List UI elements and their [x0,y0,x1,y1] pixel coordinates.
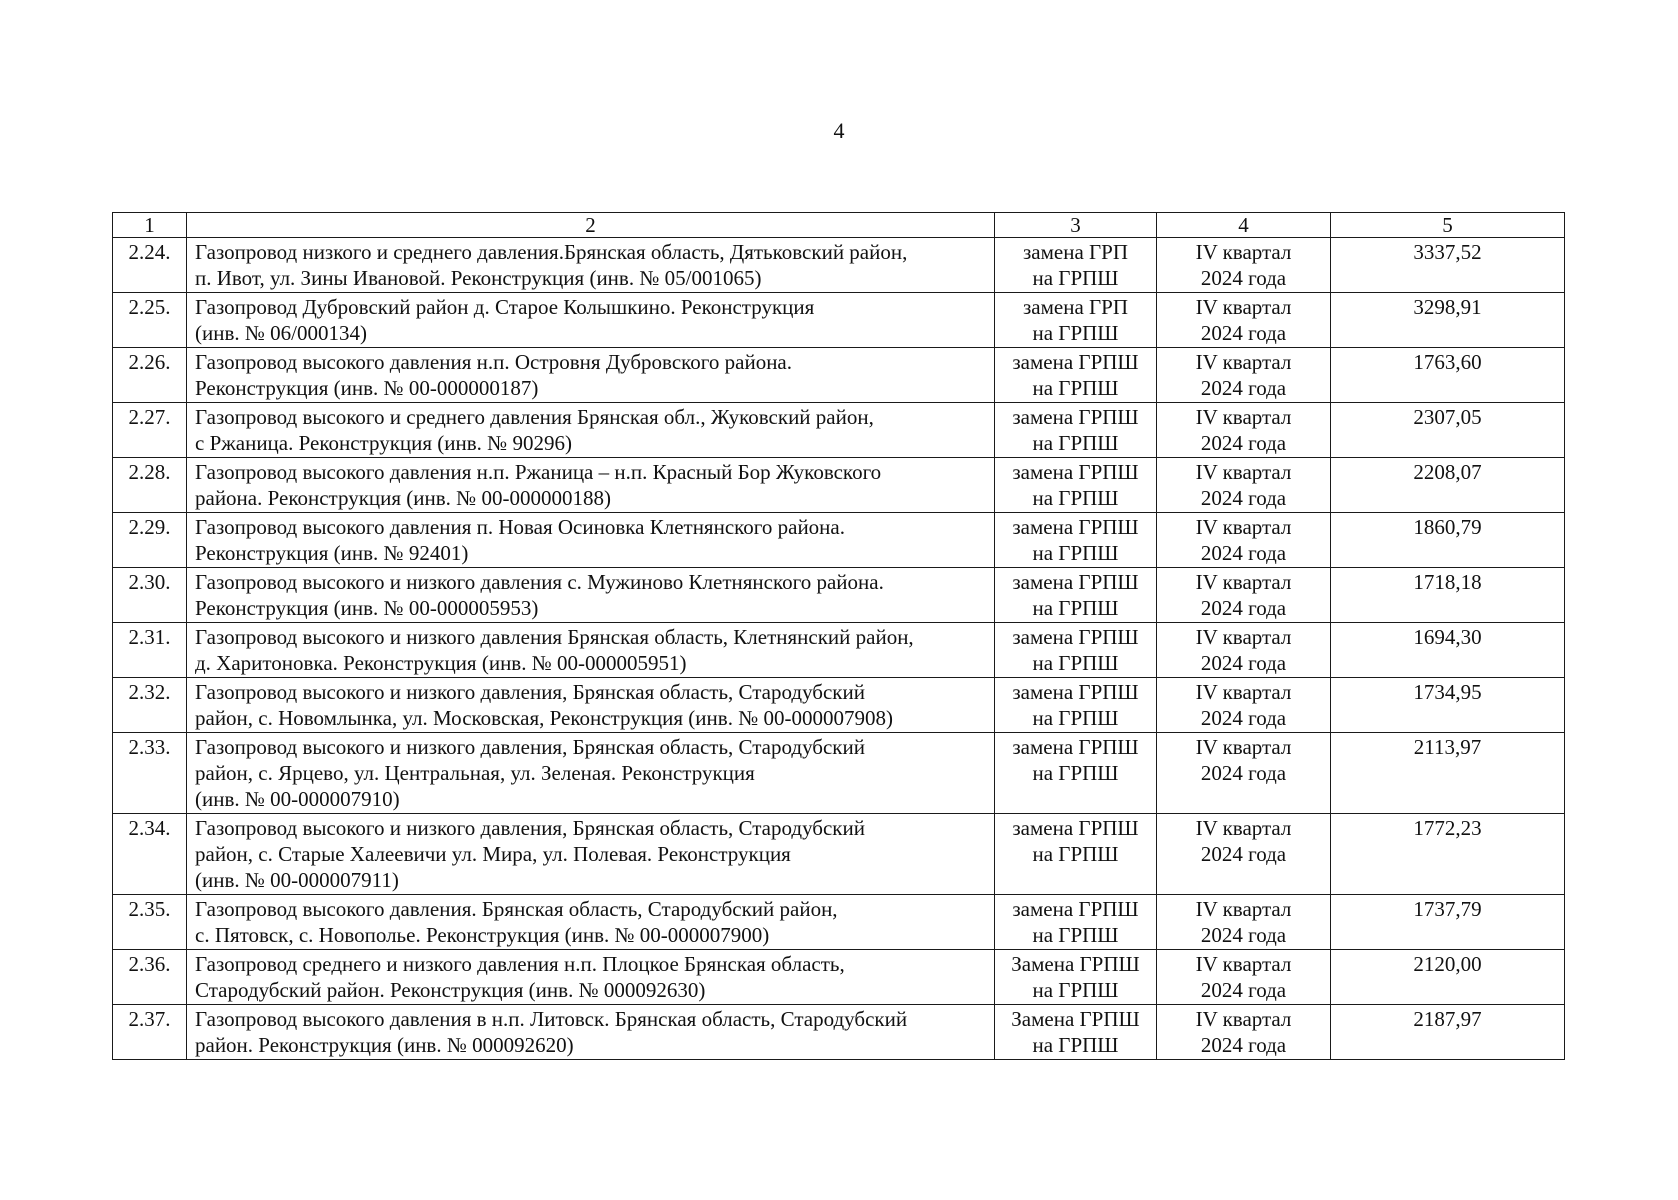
object-name-line: п. Ивот, ул. Зины Ивановой. Реконструкция (инв. № 05/001065) [195,266,762,290]
work-type-line: замена ГРПШ [1012,350,1139,374]
table-row [113,293,1565,348]
term-cell [1157,950,1331,1005]
amount-cell: 1763,60 [1331,348,1565,403]
object-name-line: район. Реконструкция (инв. № 000092620) [195,1033,574,1057]
work-type-line: на ГРПШ [1032,923,1119,947]
work-type-cell [995,623,1157,678]
work-type-cell [995,950,1157,1005]
work-type-line: на ГРПШ [1032,541,1119,565]
object-name-cell [187,733,995,814]
term-line: IV квартал [1195,515,1292,539]
table-row [113,950,1565,1005]
table-row [113,678,1565,733]
row-number: 2.34. [113,814,187,895]
work-type-line: на ГРПШ [1032,431,1119,455]
table-row [113,1005,1565,1060]
row-number: 2.29. [113,513,187,568]
amount-cell: 2187,97 [1331,1005,1565,1060]
work-type-cell [995,814,1157,895]
work-type-cell [995,238,1157,293]
object-name-cell [187,403,995,458]
table-row [113,403,1565,458]
object-name-line: район, с. Новомлынка, ул. Московская, Реконструкция (инв. № 00-000007908) [195,706,893,730]
object-name-cell [187,950,995,1005]
amount-cell: 3337,52 [1331,238,1565,293]
term-cell [1157,568,1331,623]
object-name-line: Газопровод высокого и низкого давления, Брянская область, Стародубский [195,816,865,840]
term-line: 2024 года [1200,1033,1287,1057]
work-type-line: замена ГРПШ [1012,570,1139,594]
column-header: 5 [1331,213,1565,238]
object-name-line: Газопровод высокого и низкого давления, Брянская область, Стародубский [195,680,865,704]
term-cell [1157,623,1331,678]
term-line: 2024 года [1200,486,1287,510]
amount-cell: 2113,97 [1331,733,1565,814]
term-line: IV квартал [1195,735,1292,759]
term-line: IV квартал [1195,625,1292,649]
row-number: 2.35. [113,895,187,950]
work-type-line: на ГРПШ [1032,761,1119,785]
work-type-line: на ГРПШ [1032,1033,1119,1057]
amount-cell: 1737,79 [1331,895,1565,950]
work-type-line: замена ГРПШ [1012,460,1139,484]
object-name-line: Газопровод низкого и среднего давления.Брянская область, Дятьковский район, [195,240,908,264]
work-type-line: замена ГРПШ [1012,515,1139,539]
work-type-line: замена ГРП [1022,295,1129,319]
term-line: IV квартал [1195,816,1292,840]
object-name-line: д. Харитоновка. Реконструкция (инв. № 00-000005951) [195,651,687,675]
table-row [113,623,1565,678]
term-cell [1157,814,1331,895]
term-cell [1157,895,1331,950]
object-name-line: Газопровод высокого и низкого давления, Брянская область, Стародубский [195,735,865,759]
object-name-cell [187,293,995,348]
row-number: 2.26. [113,348,187,403]
work-type-line: на ГРПШ [1032,978,1119,1002]
object-name-line: (инв. № 00-000007910) [195,787,400,811]
row-number: 2.33. [113,733,187,814]
term-line: 2024 года [1200,761,1287,785]
term-line: IV квартал [1195,1007,1292,1031]
term-cell [1157,733,1331,814]
term-cell [1157,513,1331,568]
amount-cell: 2120,00 [1331,950,1565,1005]
table-row [113,568,1565,623]
work-type-cell [995,568,1157,623]
object-name-line: с. Пятовск, с. Новополье. Реконструкция (инв. № 00-000007900) [195,923,770,947]
row-number: 2.28. [113,458,187,513]
term-line: 2024 года [1200,376,1287,400]
work-type-cell [995,348,1157,403]
table-row [113,895,1565,950]
work-type-line: на ГРПШ [1032,596,1119,620]
term-cell [1157,403,1331,458]
table-row [113,814,1565,895]
object-name-cell [187,678,995,733]
table-row [113,733,1565,814]
object-name-line: Газопровод высокого и низкого давления Брянская область, Клетнянский район, [195,625,914,649]
term-line: IV квартал [1195,350,1292,374]
table-row [113,513,1565,568]
work-type-line: Замена ГРПШ [1011,1007,1140,1031]
object-name-line: Газопровод высокого давления н.п. Островня Дубровского района. [195,350,793,374]
object-name-line: Газопровод среднего и низкого давления н.п. Плоцкое Брянская область, [195,952,845,976]
term-line: IV квартал [1195,897,1292,921]
term-cell [1157,348,1331,403]
work-type-line: на ГРПШ [1032,486,1119,510]
object-name-line: Газопровод высокого и среднего давления Брянская обл., Жуковский район, [195,405,874,429]
object-name-line: Реконструкция (инв. № 00-000000187) [195,376,539,400]
work-type-cell [995,895,1157,950]
row-number: 2.30. [113,568,187,623]
object-name-line: район, с. Старые Халеевичи ул. Мира, ул. Полевая. Реконструкция [195,842,791,866]
object-name-line: района. Реконструкция (инв. № 00-000000188) [195,486,611,510]
object-name-line: Реконструкция (инв. № 92401) [195,541,469,565]
amount-cell: 1718,18 [1331,568,1565,623]
object-name-cell [187,513,995,568]
amount-cell: 1734,95 [1331,678,1565,733]
term-line: IV квартал [1195,240,1292,264]
row-number: 2.27. [113,403,187,458]
table-row [113,348,1565,403]
work-type-line: замена ГРПШ [1012,897,1139,921]
term-line: IV квартал [1195,680,1292,704]
term-line: 2024 года [1200,978,1287,1002]
table-header-row [113,213,1565,238]
amount-cell: 3298,91 [1331,293,1565,348]
amount-cell: 1772,23 [1331,814,1565,895]
object-name-cell [187,348,995,403]
row-number: 2.25. [113,293,187,348]
work-type-line: на ГРПШ [1032,321,1119,345]
term-cell [1157,1005,1331,1060]
object-name-line: (инв. № 00-000007911) [195,868,399,892]
object-name-line: Газопровод Дубровский район д. Старое Колышкино. Реконструкция [195,295,815,319]
term-line: IV квартал [1195,952,1292,976]
term-line: IV квартал [1195,570,1292,594]
object-name-line: район, с. Ярцево, ул. Центральная, ул. Зеленая. Реконструкция [195,761,755,785]
row-number: 2.31. [113,623,187,678]
work-type-cell [995,1005,1157,1060]
column-header: 4 [1157,213,1331,238]
column-header: 1 [113,213,187,238]
table-body [113,238,1565,1060]
work-type-cell [995,678,1157,733]
object-name-cell [187,895,995,950]
object-name-cell [187,623,995,678]
work-type-cell [995,403,1157,458]
term-cell [1157,458,1331,513]
object-name-cell [187,458,995,513]
object-name-line: Газопровод высокого и низкого давления с. Мужиново Клетнянского района. [195,570,884,594]
column-header: 2 [187,213,995,238]
term-cell [1157,238,1331,293]
work-type-line: замена ГРПШ [1012,625,1139,649]
work-type-line: замена ГРПШ [1012,405,1139,429]
row-number: 2.36. [113,950,187,1005]
work-type-line: на ГРПШ [1032,376,1119,400]
amount-cell: 2208,07 [1331,458,1565,513]
work-type-line: на ГРПШ [1032,842,1119,866]
page-number: 4 [833,118,845,143]
amount-cell: 2307,05 [1331,403,1565,458]
object-name-cell [187,1005,995,1060]
term-line: 2024 года [1200,923,1287,947]
object-name-line: Стародубский район. Реконструкция (инв. № 000092630) [195,978,706,1002]
column-header: 3 [995,213,1157,238]
row-number: 2.24. [113,238,187,293]
work-type-cell [995,733,1157,814]
object-name-line: Газопровод высокого давления. Брянская область, Стародубский район, [195,897,838,921]
work-type-line: на ГРПШ [1032,706,1119,730]
object-name-line: Газопровод высокого давления п. Новая Осиновка Клетнянского района. [195,515,845,539]
term-line: 2024 года [1200,541,1287,565]
work-type-line: на ГРПШ [1032,266,1119,290]
term-cell [1157,678,1331,733]
amount-cell: 1860,79 [1331,513,1565,568]
term-line: 2024 года [1200,651,1287,675]
term-line: 2024 года [1200,842,1287,866]
work-type-line: на ГРПШ [1032,651,1119,675]
object-name-line: Газопровод высокого давления н.п. Ржаница – н.п. Красный Бор Жуковского [195,460,882,484]
object-name-line: (инв. № 06/000134) [195,321,367,345]
work-type-cell [995,293,1157,348]
table-row [113,238,1565,293]
object-name-line: Газопровод высокого давления в н.п. Литовск. Брянская область, Стародубский [195,1007,908,1031]
work-type-line: замена ГРПШ [1012,816,1139,840]
term-line: 2024 года [1200,596,1287,620]
work-type-line: Замена ГРПШ [1011,952,1140,976]
work-type-line: замена ГРПШ [1012,680,1139,704]
work-type-cell [995,513,1157,568]
term-line: 2024 года [1200,431,1287,455]
term-cell [1157,293,1331,348]
amount-cell: 1694,30 [1331,623,1565,678]
table-row [113,458,1565,513]
term-line: IV квартал [1195,460,1292,484]
works-table [112,212,1565,1060]
term-line: IV квартал [1195,405,1292,429]
term-line: IV квартал [1195,295,1292,319]
object-name-line: Реконструкция (инв. № 00-000005953) [195,596,539,620]
work-type-line: замена ГРПШ [1012,735,1139,759]
object-name-cell [187,238,995,293]
object-name-cell [187,568,995,623]
work-type-cell [995,458,1157,513]
row-number: 2.37. [113,1005,187,1060]
term-line: 2024 года [1200,321,1287,345]
term-line: 2024 года [1200,266,1287,290]
object-name-cell [187,814,995,895]
row-number: 2.32. [113,678,187,733]
term-line: 2024 года [1200,706,1287,730]
work-type-line: замена ГРП [1022,240,1129,264]
object-name-line: с Ржаница. Реконструкция (инв. № 90296) [195,431,572,455]
